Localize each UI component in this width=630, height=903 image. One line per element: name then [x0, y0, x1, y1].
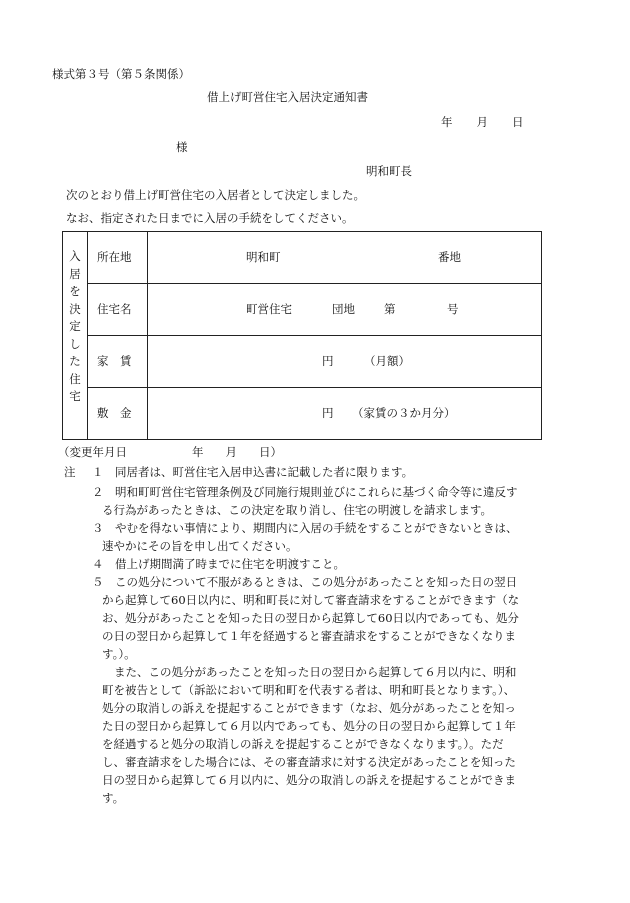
- note-line: の日の翌日から起算して１年を経過すると審査請求をすることができなくなりま: [102, 629, 516, 643]
- side-label-char: た: [69, 354, 81, 368]
- note-line: 処分の取消しの訴えを提起することができます（なお、処分があったことを知っ: [102, 701, 516, 715]
- date-day: 日: [512, 115, 524, 129]
- house-dai: 第: [384, 302, 396, 316]
- note-line: す。: [102, 791, 125, 805]
- row-value-house-name: [148, 284, 542, 336]
- notes-prefix: 注: [64, 465, 76, 479]
- side-label-char: 決: [69, 301, 81, 316]
- body-text-1: 次のとおり借上げ町営住宅の入居者として決定しました。: [66, 188, 365, 202]
- house-danchi: 団地: [332, 302, 355, 316]
- note-line: 町を被告として（訴訟において明和町を代表する者は、明和町長となります。）、: [102, 683, 516, 697]
- row-label-house-name: 住宅名: [88, 284, 148, 336]
- change-date: [58, 447, 282, 459]
- note-line: お、処分があったことを知った日の翌日から起算して60日以内であっても、処分: [102, 611, 519, 625]
- date-line: [441, 117, 524, 129]
- side-label-char: を: [69, 284, 81, 298]
- body-text-2: なお、指定された日までに入居の手続をしてください。: [66, 211, 354, 225]
- change-date-year: 年: [192, 445, 204, 459]
- note-line: から起算して60日以内に、明和町長に対して審査請求をすることができます（な: [102, 593, 520, 607]
- change-date-month: 月: [225, 445, 237, 459]
- row-value-rent: [148, 336, 542, 388]
- issuer: 明和町長: [366, 164, 412, 178]
- side-label-char: 居: [69, 266, 81, 281]
- side-label-char: 住: [69, 371, 81, 386]
- side-label: [63, 232, 88, 440]
- date-year: 年: [441, 115, 453, 129]
- rent-yen: 円: [322, 354, 334, 368]
- note-line: る行為があったときは、この決定を取り消し、住宅の明渡しを請求します。: [102, 503, 492, 517]
- row-value-location: [148, 232, 542, 284]
- document-title: 借上げ町営住宅入居決定通知書: [207, 90, 368, 104]
- side-label-char: し: [69, 336, 81, 351]
- house-go: 号: [447, 302, 459, 316]
- note-line: また、この処分があったことを知った日の翌日から起算して６月以内に、明和: [114, 665, 517, 679]
- note-line: し、審査請求をした場合には、その審査請求に対する決定があったことを知った: [102, 755, 516, 769]
- house-municipal: 町営住宅: [246, 302, 292, 316]
- row-value-deposit: [148, 388, 542, 440]
- side-label-char: 定: [69, 319, 81, 333]
- note-line: ４ 借上げ期間満了時までに住宅を明渡すこと。: [92, 557, 345, 571]
- deposit-yen: 円: [322, 406, 334, 420]
- deposit-three-months: （家賃の３か月分）: [352, 406, 456, 420]
- row-label-rent: 家 賃: [88, 336, 148, 388]
- side-label-char: 宅: [69, 389, 81, 403]
- date-month: 月: [476, 115, 488, 129]
- note-line: ３ やむを得ない事情により、期間内に入居の手続をすることができないときは、: [92, 521, 518, 535]
- note-line: す。）。: [102, 647, 136, 661]
- row-label-location: 所在地: [88, 232, 148, 284]
- note-line: ２ 明和町町営住宅管理条例及び同施行規則並びにこれらに基づく命令等に違反す: [92, 485, 518, 499]
- note-line: 日の翌日から起算して６月以内に、処分の取消しの訴えを提起することができま: [102, 773, 516, 787]
- housing-table: [62, 231, 542, 440]
- location-banchi: 番地: [438, 250, 461, 264]
- side-label-char: 入: [69, 249, 81, 263]
- note-line: 速やかにその旨を申し出てください。: [102, 539, 298, 553]
- change-date-day: 日）: [259, 445, 282, 459]
- addressee-suffix: 様: [176, 140, 188, 154]
- form-number: 様式第３号（第５条関係）: [52, 67, 190, 81]
- note-line: を経過すると処分の取消しの訴えを提起することができなくなります。）。ただ: [102, 737, 504, 751]
- note-line: た日の翌日から起算して６月以内であっても、処分の日の翌日から起算して１年: [102, 719, 516, 733]
- row-label-deposit: 敷 金: [88, 388, 148, 440]
- note-line: ５ この処分について不服があるときは、この処分があったことを知った日の翌日: [92, 575, 518, 589]
- note-line: １ 同居者は、町営住宅入居申込書に記載した者に限ります。: [92, 465, 414, 479]
- rent-monthly: （月額）: [364, 354, 410, 368]
- location-town: 明和町: [246, 250, 281, 264]
- change-date-label: （変更年月日: [58, 445, 127, 459]
